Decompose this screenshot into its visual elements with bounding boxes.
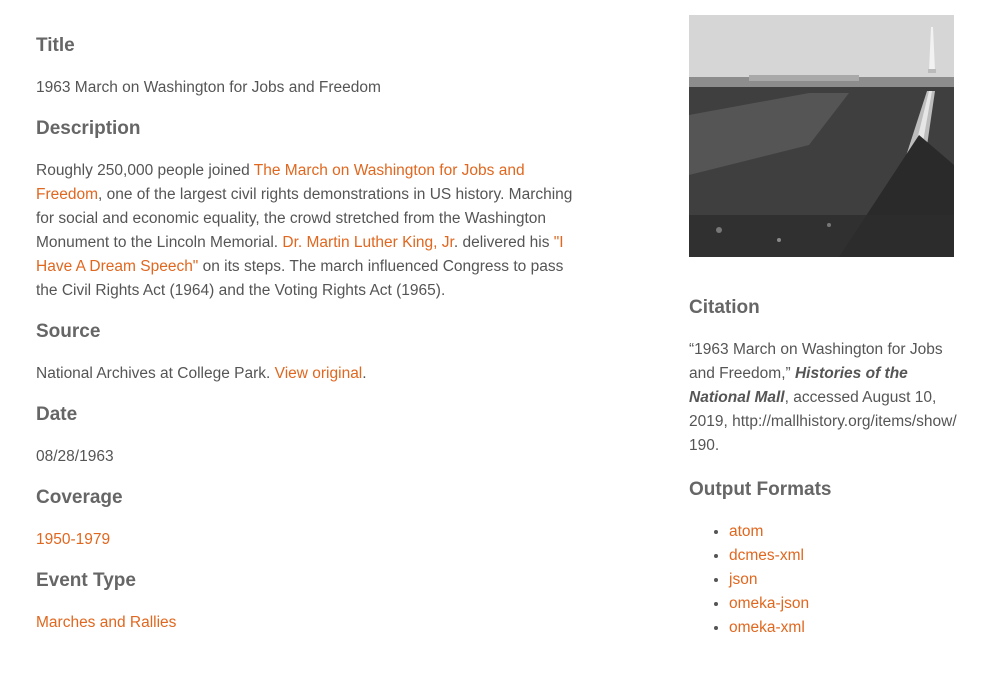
coverage-heading: Coverage [36, 487, 123, 508]
march-link[interactable]: The March on Washington for Jobs and Freedom [36, 162, 525, 203]
format-atom-link[interactable]: atom [729, 523, 764, 540]
sidebar [689, 15, 957, 640]
citation-accessed: , accessed August 10, 2019, [689, 389, 937, 430]
coverage-link[interactable]: 1950-1979 [36, 531, 111, 548]
source-period: . [362, 365, 367, 382]
format-json-link[interactable]: json [729, 571, 758, 588]
title-heading: Title [36, 35, 75, 56]
item-metadata [36, 34, 586, 652]
format-item [729, 568, 957, 592]
date-value: 08/28/1963 [36, 448, 114, 465]
citation-period: . [714, 437, 720, 454]
description-text-3: . delivered his [453, 234, 554, 251]
format-omeka-json-link[interactable]: omeka-json [729, 595, 810, 612]
output-formats-heading: Output Formats [689, 479, 832, 500]
coverage-section [36, 486, 586, 552]
format-item [729, 616, 957, 640]
citation-heading: Citation [689, 297, 760, 318]
citation-url: http://mallhistory.org/items/show/190 [689, 413, 957, 454]
description-text-1: Roughly 250,000 people joined [36, 162, 254, 179]
description-text-2: , one of the largest civil rights demonstrations in US history. Marching for social and economic equality, the crowd stretched from the Washington Monument to the Lincoln Memorial. [36, 186, 573, 251]
description-heading: Description [36, 118, 141, 139]
mlk-link[interactable]: Dr. Martin Luther King, Jr [282, 234, 454, 251]
event-type-heading: Event Type [36, 570, 136, 591]
coverage-value [36, 528, 586, 552]
date-heading: Date [36, 404, 78, 425]
description-section [36, 117, 586, 303]
format-omeka-xml-link[interactable]: omeka-xml [729, 619, 805, 636]
output-formats-section [689, 478, 957, 640]
citation-title: “1963 March on Washington for Jobs and Freedom,” [689, 341, 943, 382]
format-item [729, 592, 957, 616]
event-type-link[interactable]: Marches and Rallies [36, 614, 177, 631]
date-section [36, 403, 586, 469]
format-item [729, 520, 957, 544]
dream-speech-link[interactable]: "I Have A Dream Speech" [36, 234, 564, 275]
description-text [36, 159, 586, 303]
source-heading: Source [36, 321, 101, 342]
washington-mall-photo[interactable] [689, 15, 954, 257]
event-type-section [36, 569, 586, 635]
view-original-link[interactable]: View original [274, 365, 363, 382]
event-type-value [36, 611, 586, 635]
title-section [36, 34, 586, 100]
title-value: 1963 March on Washington for Jobs and Freedom [36, 79, 381, 96]
output-formats-list [689, 520, 957, 640]
format-dcmes-xml-link[interactable]: dcmes-xml [729, 547, 804, 564]
source-section [36, 320, 586, 386]
citation-text [689, 338, 957, 458]
format-item [729, 544, 957, 568]
description-text-4: on its steps. The march influenced Congress to pass the Civil Rights Act (1964) and the Voting Rights Act (1965). [36, 258, 564, 299]
photo-graphic [689, 15, 954, 257]
citation-section [689, 296, 957, 458]
source-archive: National Archives at College Park. [36, 365, 275, 382]
source-text [36, 362, 586, 386]
citation-site-name: Histories of the National Mall [689, 365, 908, 406]
